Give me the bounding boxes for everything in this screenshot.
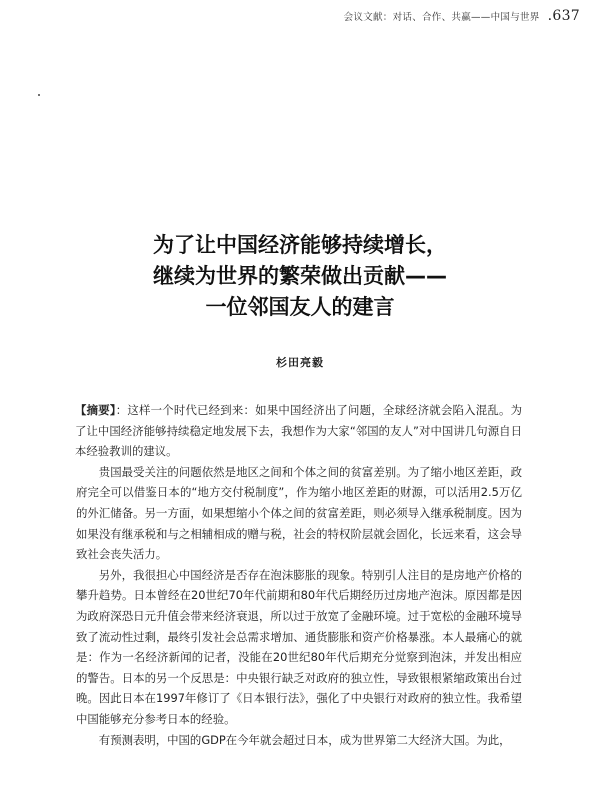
title-line-2: 继续为世界的繁荣做出贡献——	[153, 264, 447, 288]
body-paragraph-3: 有预测表明，中国的GDP在今年就会超过日本，成为世界第二大经济大国。为此，	[98, 732, 511, 747]
body-paragraph-2: 另外，我很担心中国经济是否存在泡沫膨胀的现象。特别引人注目的是房地产价格的攀升趋势。日本曾经在20世纪70年代前期和80年代后期经历过房地产泡沫。原因都是因为政府深恐日元升值会带来经济衰退，所以过于放宽了金融环境。过于宽松的金融环境导致了流动性过剩，最终引发社会总需求增加、通货膨胀和资产价格暴涨。本人最痛心的就是：作为一名经济新闻的记者，没能在20世纪80年代后期充分觉察到泡沫，并发出相应的警告。日本的另一个反思是：中央银行缺乏对政府的独立性，导致银根紧缩政策出台过晚。因此日本在1997年修订了《日本银行法》，强化了中央银行对政府的独立性。我希望中国能够充分参考日本的经验。	[76, 567, 522, 726]
author-name: 杉田亮毅	[276, 356, 324, 369]
speck-mark	[38, 94, 40, 96]
running-title: 会议文献：对话、合作、共赢——中国与世界	[343, 12, 540, 23]
page-number: .637	[547, 8, 580, 24]
title-line-3: 一位邻国友人的建言	[205, 295, 395, 319]
body-paragraph-1: 贵国最受关注的问题依然是地区之间和个体之间的贫富差别。为了缩小地区差距，政府完全可以借鉴日本的“地方交付税制度”，作为缩小地区差距的财源，可以活用2.5万亿的外汇储备。另一方面，如果想缩小个体之间的贫富差距，则必须导入继承税制度。因为如果没有继承税和与之相辅相成的赠与税，社会的特权阶层就会固化，长远来看，这会导致社会丧失活力。	[76, 464, 522, 562]
running-header	[344, 8, 580, 24]
abstract-label: 【摘要】	[75, 403, 116, 417]
article-body	[76, 400, 522, 750]
abstract-text: ：这样一个时代已经到来：如果中国经济出了问题，全球经济就会陷入混乱。为了让中国经济能够持续稳定地发展下去，我想作为大家“邻国的友人”对中国讲几句源自日本经验教训的建议。	[75, 403, 522, 459]
title-line-1: 为了让中国经济能够持续增长，	[153, 233, 447, 257]
article-title	[0, 230, 600, 323]
abstract-paragraph	[75, 400, 522, 462]
